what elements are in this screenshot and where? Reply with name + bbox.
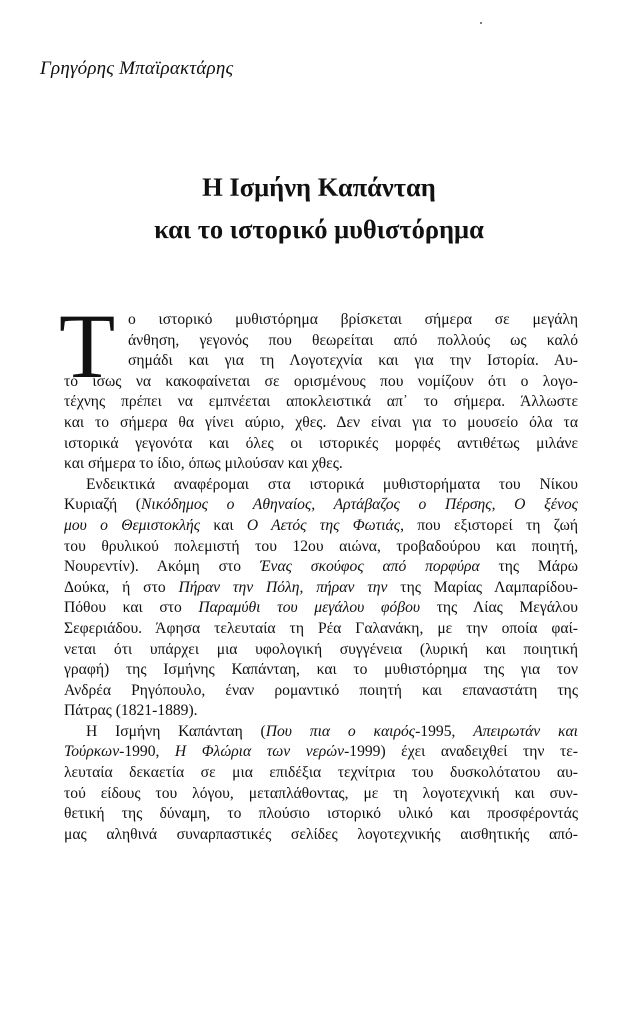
book-title: Πήραν την Πόλη, πήραν την (178, 578, 388, 596)
article-body (59, 295, 578, 845)
text-line (64, 722, 578, 743)
text-run: Η Ισμήνη Καπάνταη ( (86, 722, 266, 740)
text-line: του θρυλικού πολεμιστή του 12ου αιώνα, τροβαδούρου και ποιητή, (64, 537, 578, 555)
text-run: Δούκα, ή στο (64, 578, 179, 596)
text-line: ο ιστορικό μυθιστόρημα βρίσκεται σήμερα σε μεγάλη (128, 311, 578, 328)
book-title: Που πια ο καιρός (265, 722, 416, 740)
text-line: Ανδρέα Ρηγόπουλο, έναν ρομαντικό ποιητή και επαναστάτη της (64, 681, 578, 699)
text-line: Πάτρας (1821-1889). (64, 702, 198, 720)
text-line: Ενδεικτικά αναφέρομαι στα ιστορικά μυθιστορήματα του Νίκου (86, 475, 578, 493)
article-title (0, 166, 638, 250)
text-line: ιστορικά γεγονότα και όλες οι ιστορικές μορφές αντιθέτως μιλάνε (64, 434, 578, 452)
text-line: άνθηση, γεγονός που θεωρείται από πολλούς ως καλό (128, 331, 578, 349)
text-line: γραφή) της Ισμήνης Καπάνταη, και το μυθιστόρημα της για τον (64, 661, 578, 679)
paragraph-1 (64, 310, 578, 475)
text-run: και (200, 516, 247, 534)
text-line: τού είδους του λόγου, μεταπλάθοντας, με τη λογοτεχνική και συν- (64, 784, 578, 802)
text-line (64, 742, 578, 763)
text-line: μας αληθινά συναρπαστικές σελίδες λογοτεχνικής αισθητικής από- (64, 825, 578, 843)
drop-cap: Τ (59, 295, 116, 397)
page-speck (480, 22, 482, 24)
title-line-1: Η Ισμήνη Καπάνταη (202, 172, 436, 202)
paragraph-2 (64, 475, 578, 722)
book-title: Ένας σκούφος από πορφύρα (259, 558, 480, 576)
text-line: λευταία δεκαετία σε μια επιδέξια τεχνίτρια του δυσκολότατου αυ- (64, 764, 578, 782)
text-run: Κυριαζή ( (64, 496, 141, 514)
text-run: της Μάρω (479, 558, 578, 576)
text-run: της Μαρίας Λαμπαρίδου- (387, 578, 578, 596)
text-run: , που εξιστορεί τη ζωή (400, 516, 578, 534)
book-title: Τούρκων (64, 743, 120, 761)
text-line (64, 578, 578, 599)
text-line: τό ίσως να κακοφαίνεται σε ορισμένους που νομίζουν ότι ο λογο- (64, 372, 578, 390)
text-line: τέχνης πρέπει να εμπνέεται αποκλειστικά απ᾽ το σήμερα. Άλλωστε (64, 393, 578, 411)
author-name: Γρηγόρης Μπαϊρακτάρης (40, 58, 234, 79)
text-line: θετική της δύναμη, το πλούσιο ιστορικό υλικό και προσφέροντάς (64, 805, 578, 823)
text-line (64, 495, 578, 516)
text-run: -1999) έχει αναδειχθεί την τε- (344, 743, 578, 761)
text-line: και σήμερα το ίδιο, όπως μιλούσαν και χθες. (64, 455, 343, 473)
book-title: Παραμύθι του μεγάλου φόβου (198, 599, 421, 617)
text-run: της Λίας Μεγάλου (420, 599, 578, 617)
text-run: -1995, (415, 722, 474, 740)
paragraph-3 (64, 722, 578, 846)
text-line: νεται ότι υπάρχει μια υφολογική συγγένεια (λυρική και ποιητική (64, 640, 578, 658)
book-title: μου ο Θεμιστοκλής (64, 516, 201, 534)
book-title: Η Φλώρια των νερών (174, 743, 345, 761)
book-titles: Νικόδημος ο Αθηναίος, Αρτάβαζος ο Πέρσης, Ο ξένος (141, 496, 578, 514)
text-run: -1990, (119, 743, 175, 761)
text-line (64, 598, 578, 619)
text-line (64, 557, 578, 578)
text-line: σημάδι και για τη Λογοτεχνία και για την Ιστορία. Αυ- (128, 352, 578, 370)
book-title: Απειρωτάν και (473, 722, 578, 740)
text-run: Νουρεντίν). Ακόμη στο (64, 558, 260, 576)
title-line-2: και το ιστορικό μυθιστόρημα (154, 214, 484, 244)
book-title: Ο Αετός της Φωτιάς (246, 516, 401, 534)
text-line: και το σήμερα θα γίνει αύριο, χθες. Δεν είναι για το μουσείο όλα τα (64, 413, 578, 431)
text-run: Πόθου και στο (64, 599, 199, 617)
text-line: Σεφεριάδου. Άφησα τελευταία τη Ρέα Γαλανάκη, με την οποία φαί- (64, 619, 578, 637)
text-line (64, 516, 578, 537)
